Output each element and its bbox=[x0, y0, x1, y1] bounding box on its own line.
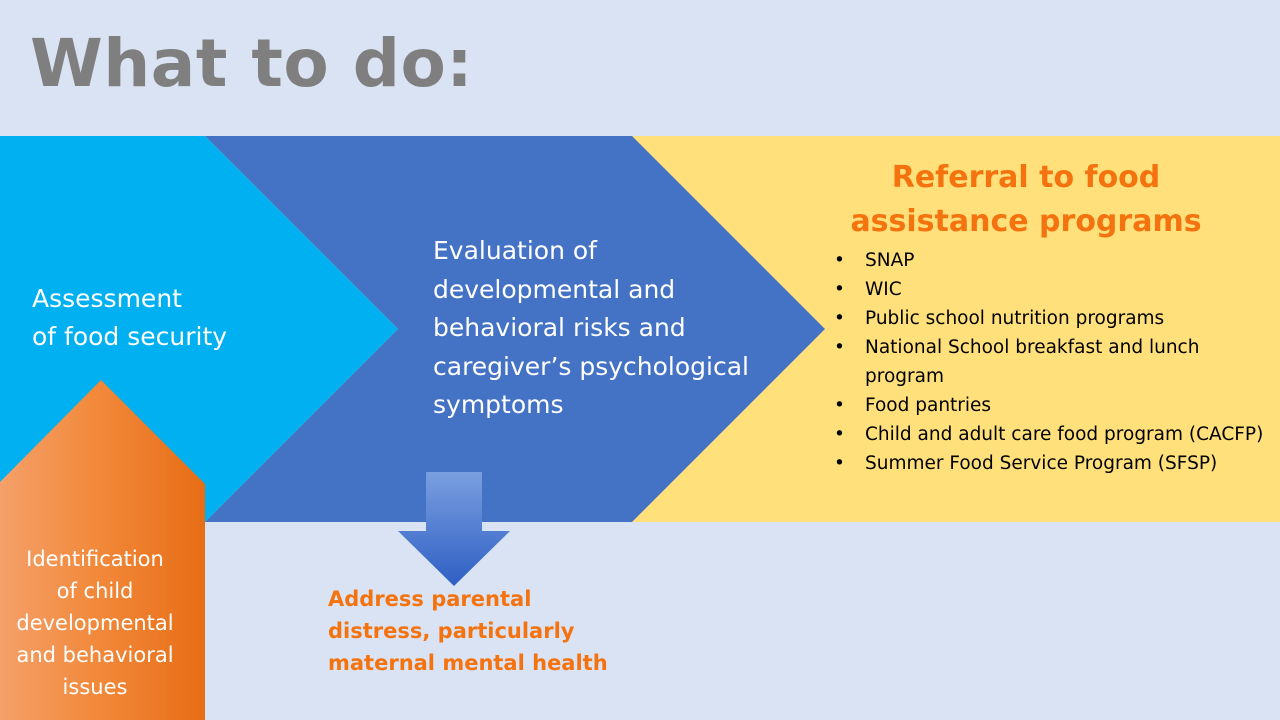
list-item: • Summer Food Service Program (SFSP) bbox=[834, 449, 1264, 478]
list-item: • National School breakfast and lunch program bbox=[834, 333, 1264, 391]
referral-list bbox=[834, 246, 1264, 478]
identification-text: Identification of child developmental and behavioral issues bbox=[16, 547, 174, 699]
assessment-text: Assessment of food security bbox=[32, 284, 228, 351]
bullet-icon: • bbox=[834, 308, 845, 329]
evaluation-text: Evaluation of developmental and behavioral risks and caregiver’s psychological symptoms bbox=[433, 236, 750, 419]
slide-title: What to do: bbox=[30, 25, 474, 102]
bullet-icon: • bbox=[834, 453, 845, 474]
list-item: • WIC bbox=[834, 275, 1264, 304]
bullet-icon: • bbox=[834, 395, 845, 416]
referral-title: Referral to food assistance programs bbox=[850, 160, 1202, 239]
bullet-icon: • bbox=[834, 424, 845, 445]
list-item: • Food pantries bbox=[834, 391, 1264, 420]
bullet-icon: • bbox=[834, 337, 845, 358]
bullet-icon: • bbox=[834, 250, 845, 271]
bullet-icon: • bbox=[834, 279, 845, 300]
list-item: • Child and adult care food program (CACFP) bbox=[834, 420, 1264, 449]
list-item: • Public school nutrition programs bbox=[834, 304, 1264, 333]
list-item: • SNAP bbox=[834, 246, 1264, 275]
address-distress-text: Address parental distress, particularly maternal mental health bbox=[328, 587, 608, 675]
